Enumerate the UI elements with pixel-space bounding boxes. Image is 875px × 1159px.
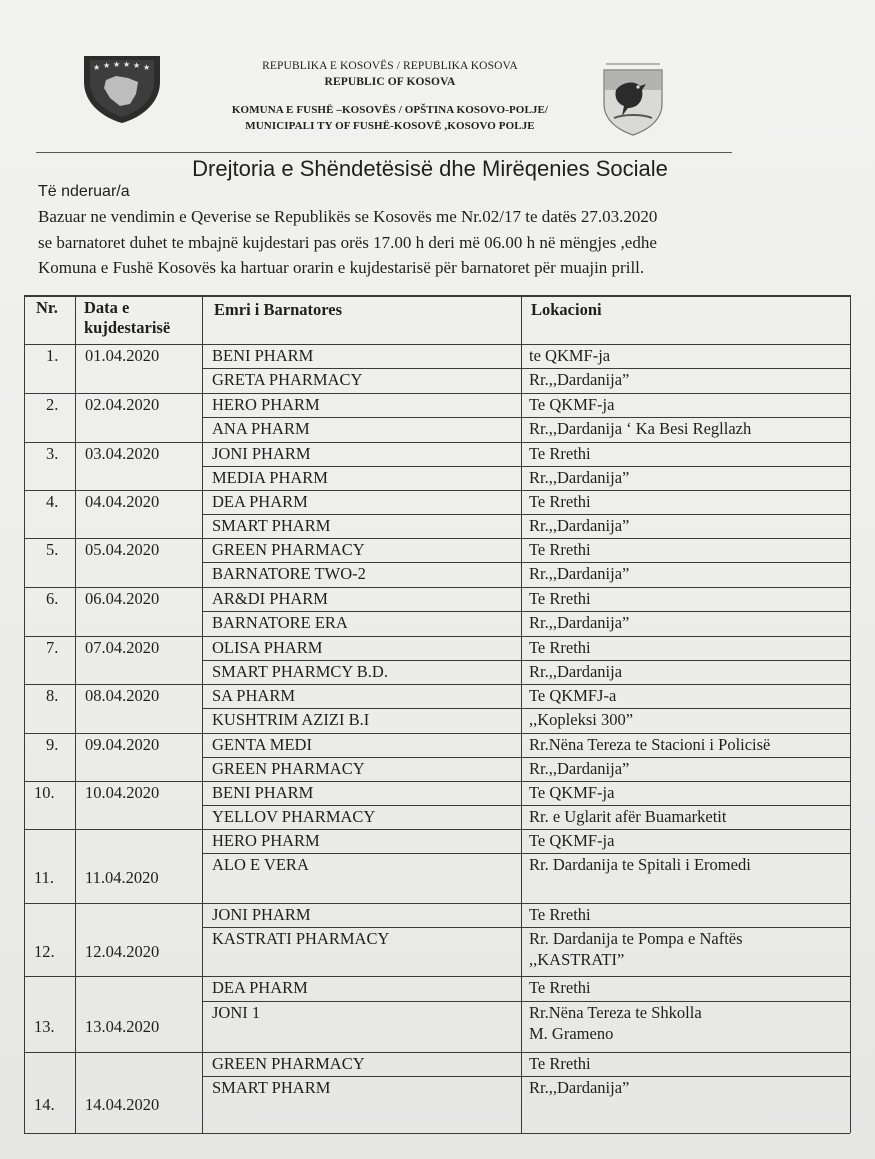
pharmacy-location: Rr.,,Dardanija ‘ Ka Besi Regllazh (529, 419, 752, 438)
salutation: Të nderuar/a (38, 183, 130, 200)
row-number: 1. (46, 346, 59, 365)
pharmacy-location: Te QKMF-ja (529, 783, 615, 802)
pharmacy-name: HERO PHARM (212, 831, 320, 850)
pharmacy-location: Te Rrethi (529, 905, 591, 924)
grid-line (75, 295, 76, 1133)
header-line-4: MUNICIPALI TY OF FUSHË-KOSOVË ,KOSOVO POLJE (245, 120, 535, 132)
header-divider (36, 152, 732, 153)
row-number: 5. (46, 540, 59, 559)
pharmacy-name: BENI PHARM (212, 346, 314, 365)
grid-line (850, 295, 851, 1133)
municipality-bird-emblem-icon (600, 60, 666, 136)
duty-date: 03.04.2020 (85, 444, 160, 463)
pharmacy-name: AR&DI PHARM (212, 589, 328, 608)
pharmacy-name: BARNATORE ERA (212, 613, 348, 632)
grid-line (521, 295, 522, 1133)
pharmacy-name: GREEN PHARMACY (212, 1054, 365, 1073)
pharmacy-name: BARNATORE TWO-2 (212, 564, 366, 583)
body-text-line: se barnatoret duhet te mbajnë kujdestari pas orës 17.00 h deri më 06.00 h në mëngjes ,edhe (38, 233, 657, 252)
duty-date: 04.04.2020 (85, 492, 160, 511)
pharmacy-schedule-table (24, 295, 855, 1125)
pharmacy-location: Rr.,,Dardanija” (529, 564, 630, 583)
pharmacy-location: Rr. Dardanija te Pompa e Naftës (529, 929, 743, 948)
grid-line (24, 636, 850, 637)
col-header-date: Data e (84, 298, 130, 317)
row-number: 3. (46, 444, 59, 463)
grid-line (202, 368, 850, 369)
pharmacy-location: Rr. Dardanija te Spitali i Eromedi (529, 855, 751, 874)
pharmacy-name: SA PHARM (212, 686, 295, 705)
svg-text:★: ★ (123, 60, 131, 69)
svg-text:★: ★ (133, 61, 141, 70)
col-header-location: Lokacioni (531, 300, 602, 319)
pharmacy-name: OLISA PHARM (212, 638, 323, 657)
duty-date: 07.04.2020 (85, 638, 160, 657)
pharmacy-name: SMART PHARM (212, 516, 331, 535)
pharmacy-location: Rr.Nëna Tereza te Stacioni i Policisë (529, 735, 771, 754)
pharmacy-location: Te QKMF-ja (529, 395, 615, 414)
pharmacy-name: HERO PHARM (212, 395, 320, 414)
pharmacy-location: Te Rrethi (529, 492, 591, 511)
pharmacy-location: Te Rrethi (529, 540, 591, 559)
pharmacy-location: ,,KASTRATI” (529, 950, 625, 969)
grid-line (202, 466, 850, 467)
pharmacy-name: ANA PHARM (212, 419, 310, 438)
duty-date: 06.04.2020 (85, 589, 160, 608)
duty-date: 02.04.2020 (85, 395, 160, 414)
row-number: 2. (46, 395, 59, 414)
pharmacy-name: JONI PHARM (212, 905, 311, 924)
duty-date: 13.04.2020 (85, 1016, 160, 1036)
pharmacy-name: ALO E VERA (212, 855, 309, 874)
pharmacy-location: Rr.,,Dardanija” (529, 370, 630, 389)
pharmacy-location: Rr.,,Dardanija” (529, 759, 630, 778)
grid-line (202, 805, 850, 806)
grid-line (24, 733, 850, 734)
col-header-date: kujdestarisë (84, 318, 171, 337)
grid-line (24, 903, 850, 904)
pharmacy-name: DEA PHARM (212, 492, 308, 511)
duty-date: 09.04.2020 (85, 735, 160, 754)
duty-date: 05.04.2020 (85, 540, 160, 559)
pharmacy-name: JONI 1 (212, 1003, 261, 1022)
pharmacy-name: GREEN PHARMACY (212, 759, 365, 778)
pharmacy-location: Rr.,,Dardanija” (529, 613, 630, 632)
pharmacy-location: ,,Kopleksi 300” (529, 710, 634, 729)
grid-line (202, 853, 850, 854)
duty-date: 12.04.2020 (85, 941, 160, 961)
grid-line (202, 1001, 850, 1002)
pharmacy-name: SMART PHARMCY B.D. (212, 662, 388, 681)
pharmacy-location: Te Rrethi (529, 444, 591, 463)
row-number: 6. (46, 589, 59, 608)
grid-line (24, 829, 850, 830)
header-line-1: REPUBLIKA E KOSOVËS / REPUBLIKA KOSOVA (262, 60, 518, 72)
grid-line (24, 295, 850, 297)
pharmacy-name: GRETA PHARMACY (212, 370, 363, 389)
pharmacy-location: Te Rrethi (529, 589, 591, 608)
pharmacy-name: JONI PHARM (212, 444, 311, 463)
grid-line (202, 1076, 850, 1077)
grid-line (24, 1133, 850, 1134)
grid-line (202, 708, 850, 709)
pharmacy-name: DEA PHARM (212, 978, 308, 997)
grid-line (202, 417, 850, 418)
grid-line (24, 344, 850, 345)
row-number: 9. (46, 735, 59, 754)
pharmacy-name: MEDIA PHARM (212, 468, 328, 487)
grid-line (202, 295, 203, 1133)
pharmacy-location: Rr.,,Dardanija (529, 662, 623, 681)
svg-text:★: ★ (113, 60, 121, 69)
row-number: 11. (34, 868, 55, 887)
grid-line (202, 514, 850, 515)
grid-line (24, 295, 25, 1133)
pharmacy-location: te QKMF-ja (529, 346, 611, 365)
pharmacy-location: M. Grameno (529, 1024, 614, 1043)
col-header-name: Emri i Barnatores (214, 300, 343, 319)
pharmacy-location: Rr.Nëna Tereza te Shkolla (529, 1003, 702, 1022)
grid-line (202, 757, 850, 758)
body-text-line: Komuna e Fushë Kosovës ka hartuar orarin e kujdestarisë për barnatoret për muajin prill. (38, 258, 645, 277)
row-number: 12. (34, 941, 55, 961)
body-text-line: Bazuar ne vendimin e Qeverise se Republikës se Kosovës me Nr.02/17 te datës 27.03.2020 (38, 207, 658, 226)
kosovo-coat-of-arms-icon (82, 52, 162, 124)
grid-line (24, 587, 850, 588)
grid-line (24, 684, 850, 685)
grid-line (202, 660, 850, 661)
row-number: 4. (46, 492, 59, 511)
pharmacy-name: SMART PHARM (212, 1078, 331, 1097)
header-line-2: REPUBLIC OF KOSOVA (324, 76, 456, 88)
svg-text:★: ★ (93, 63, 101, 72)
row-number: 8. (46, 686, 59, 705)
pharmacy-name: BENI PHARM (212, 783, 314, 802)
grid-line (202, 562, 850, 563)
duty-date: 01.04.2020 (85, 346, 160, 365)
grid-line (24, 976, 850, 977)
grid-line (24, 781, 850, 782)
grid-line (24, 1052, 850, 1053)
grid-line (24, 490, 850, 491)
pharmacy-name: GENTA MEDI (212, 735, 312, 754)
grid-line (24, 442, 850, 443)
duty-date: 08.04.2020 (85, 686, 160, 705)
pharmacy-location: Rr. e Uglarit afër Buamarketit (529, 807, 727, 826)
header-line-3: KOMUNA E FUSHË –KOSOVËS / OPŠTINA KOSOVO-POLJE/ (231, 104, 549, 116)
grid-line (202, 927, 850, 928)
pharmacy-location: Te Rrethi (529, 638, 591, 657)
pharmacy-name: YELLOV PHARMACY (212, 807, 376, 826)
svg-text:★: ★ (103, 61, 111, 70)
svg-text:★: ★ (143, 63, 151, 72)
pharmacy-name: KASTRATI PHARMACY (212, 929, 390, 948)
department-title: Drejtoria e Shëndetësisë dhe Mirëqenies Sociale (192, 156, 668, 181)
grid-line (202, 611, 850, 612)
pharmacy-location: Te Rrethi (529, 978, 591, 997)
pharmacy-location: Rr.,,Dardanija” (529, 468, 630, 487)
grid-line (24, 538, 850, 539)
grid-line (24, 393, 850, 394)
duty-date: 11.04.2020 (85, 868, 159, 887)
pharmacy-name: KUSHTRIM AZIZI B.I (212, 710, 370, 729)
pharmacy-location: Rr.,,Dardanija” (529, 516, 630, 535)
pharmacy-location: Te QKMF-ja (529, 831, 615, 850)
col-header-nr: Nr. (36, 298, 58, 317)
row-number: 10. (34, 783, 55, 802)
row-number: 7. (46, 638, 59, 657)
duty-date: 14.04.2020 (85, 1094, 160, 1114)
row-number: 13. (34, 1016, 55, 1036)
pharmacy-location: Te QKMFJ-a (529, 686, 617, 705)
duty-date: 10.04.2020 (85, 783, 160, 802)
pharmacy-location: Te Rrethi (529, 1054, 591, 1073)
pharmacy-name: GREEN PHARMACY (212, 540, 365, 559)
row-number: 14. (34, 1094, 55, 1114)
pharmacy-location: Rr.,,Dardanija” (529, 1078, 630, 1097)
